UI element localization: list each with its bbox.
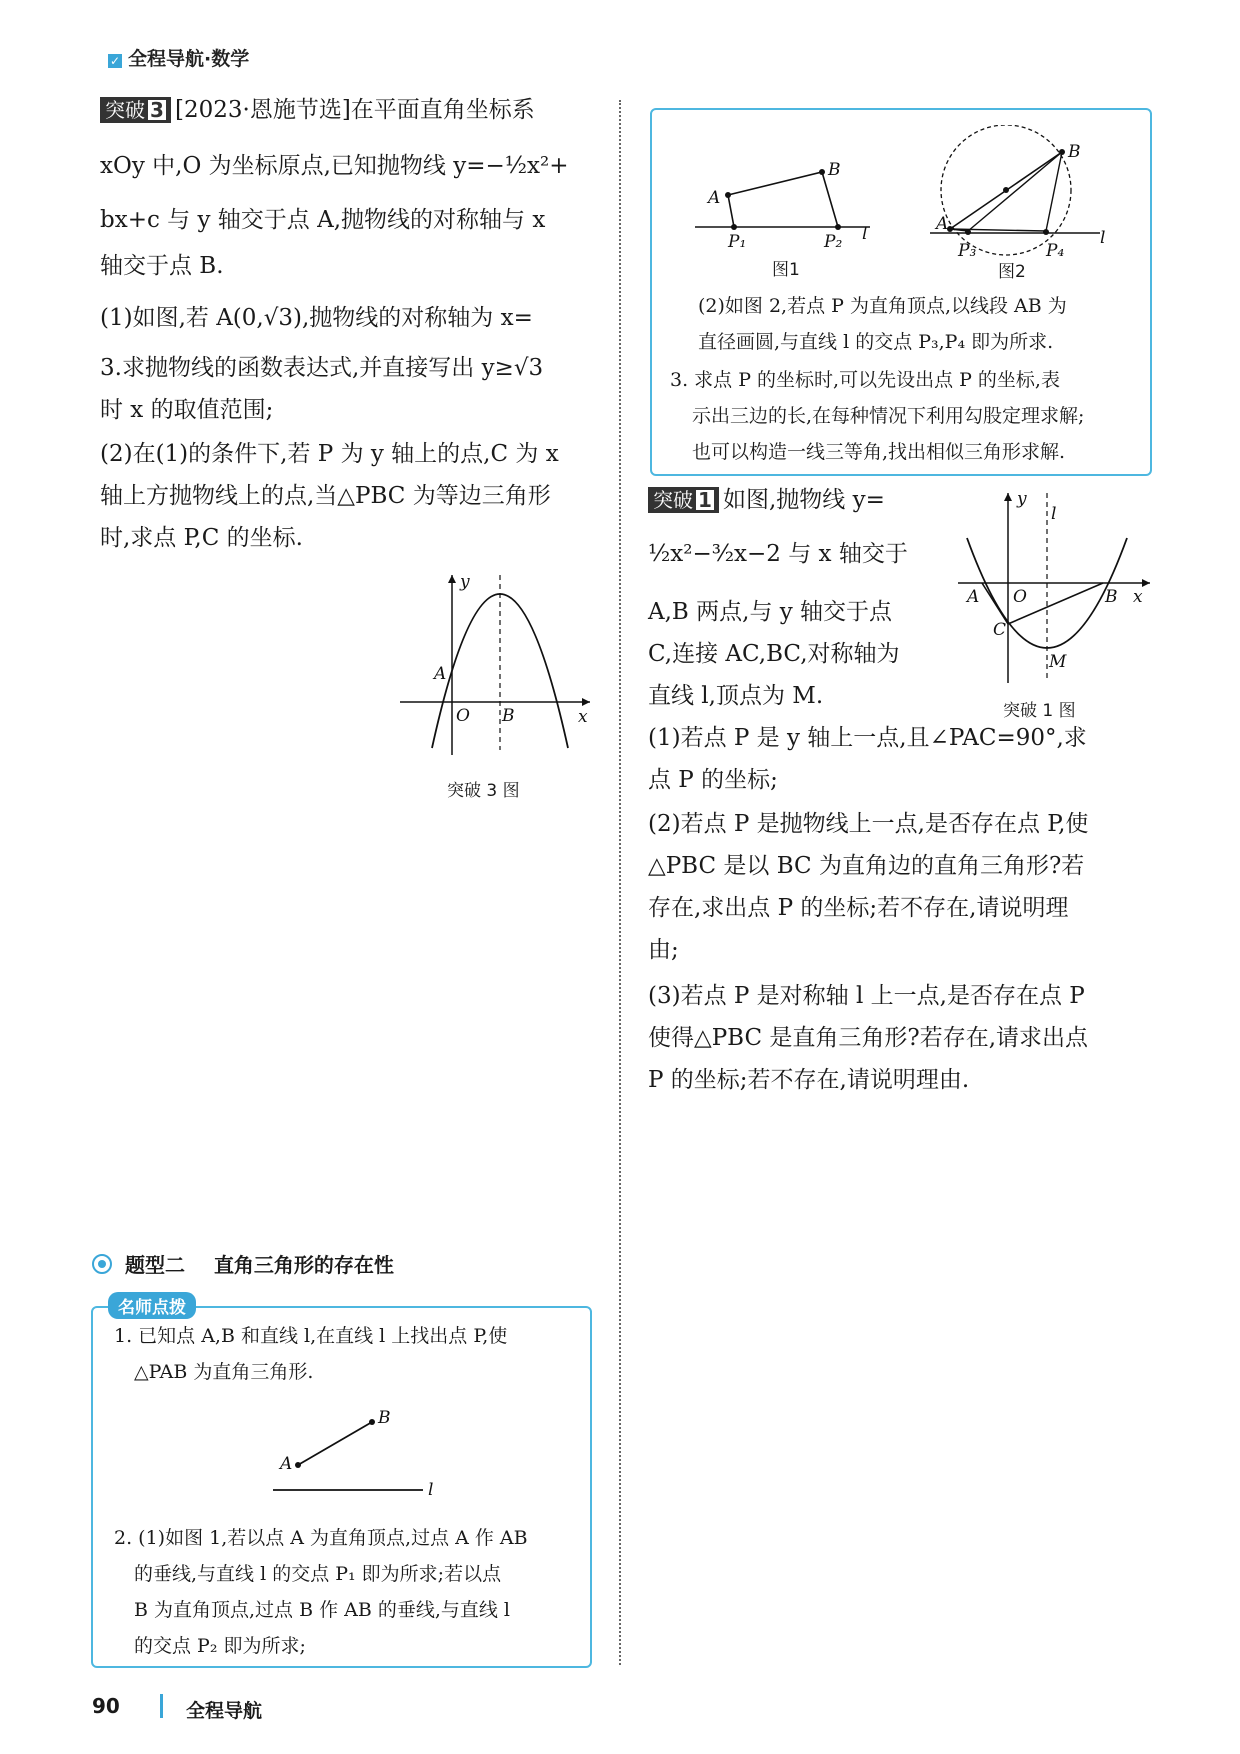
tip-line: 1. 已知点 A,B 和直线 l,在直线 l 上找出点 P,使 <box>114 1325 508 1347</box>
tip-line: △PAB 为直角三角形. <box>134 1361 314 1383</box>
tip-line: 的交点 P₂ 即为所求; <box>134 1635 306 1657</box>
figure-1-problem-caption: 突破 1 图 <box>1003 701 1076 721</box>
tip-box-label: 名师点拨 <box>108 1292 196 1319</box>
question-line: 由; <box>648 937 679 963</box>
point-p1-label: P₁ <box>728 232 747 252</box>
tag-text: 突破 <box>105 98 145 122</box>
problem-tag <box>100 97 171 123</box>
point-a-label: A <box>967 587 980 607</box>
line: 轴交于点 B. <box>100 253 224 279</box>
question-line: (2)若点 P 是抛物线上一点,是否存在点 P,使 <box>648 811 1089 837</box>
tag-number: 3 <box>148 100 166 120</box>
section-label: 题型二 <box>124 1253 185 1277</box>
footer-divider <box>160 1694 163 1718</box>
footer-brand: 全程导航 <box>186 1700 263 1722</box>
y-axis-label: y <box>460 572 470 592</box>
line: A,B 两点,与 y 轴交于点 <box>648 599 893 625</box>
line: (1)如图,若 A(0,√3),抛物线的对称轴为 x= <box>100 305 533 331</box>
figure-2-caption: 图2 <box>998 262 1026 282</box>
line: (2)在(1)的条件下,若 P 为 y 轴上的点,C 为 x <box>100 441 559 467</box>
checkbox-icon: ✓ <box>109 54 121 68</box>
question-line: 存在,求出点 P 的坐标;若不存在,请说明理 <box>648 895 1069 921</box>
question-line: 使得△PBC 是直角三角形?若存在,请求出点 <box>648 1025 1089 1051</box>
problem-line <box>648 478 885 522</box>
line: bx+c 与 y 轴交于点 A,抛物线的对称轴与 x <box>100 207 546 233</box>
line: 时 x 的取值范围; <box>100 397 274 423</box>
method-line: 3. 求点 P 的坐标时,可以先设出点 P 的坐标,表 <box>670 369 1060 391</box>
question-line: △PBC 是以 BC 为直角边的直角三角形?若 <box>648 853 1085 879</box>
segment-line-figure <box>268 1405 448 1505</box>
point-c-label: C <box>993 620 1007 640</box>
line-l-label: l <box>428 1480 434 1500</box>
point-b-label: B <box>502 706 515 726</box>
point-p4-label: P₄ <box>1046 241 1065 261</box>
figure-2 <box>920 125 1130 275</box>
line-l-label: l <box>1100 228 1106 248</box>
page-number: 90 <box>92 1694 120 1718</box>
y-axis-label: y <box>1017 489 1027 509</box>
line: 时,求点 P,C 的坐标. <box>100 525 303 551</box>
problem-line <box>100 88 535 132</box>
point-b-label: B <box>828 160 841 180</box>
line: xOy 中,O 为坐标原点,已知抛物线 y=−½x²+ <box>100 153 569 179</box>
figure-3-caption: 突破 3 图 <box>447 781 520 801</box>
method-line: 也可以构造一线三等角,找出相似三角形求解. <box>692 441 1066 463</box>
tag-number: 1 <box>696 490 714 510</box>
tag-text: 突破 <box>653 488 693 512</box>
method-line: 示出三边的长,在每种情况下利用勾股定理求解; <box>692 405 1085 427</box>
method-line: 直径画圆,与直线 l 的交点 P₃,P₄ 即为所求. <box>698 331 1054 353</box>
point-p3-label: P₃ <box>958 241 977 261</box>
line: 轴上方抛物线上的点,当△PBC 为等边三角形 <box>100 483 551 509</box>
line: C,连接 AC,BC,对称轴为 <box>648 641 900 667</box>
line: 如图,抛物线 y= <box>723 487 885 513</box>
tip-line: 的垂线,与直线 l 的交点 P₁ 即为所求;若以点 <box>134 1563 502 1585</box>
point-b-label: B <box>1068 142 1081 162</box>
point-a-label: A <box>280 1454 293 1474</box>
point-p2-label: P₂ <box>824 232 843 252</box>
point-a-label: A <box>708 188 721 208</box>
question-line: (3)若点 P 是对称轴 l 上一点,是否存在点 P <box>648 983 1085 1009</box>
header-title: 全程导航·数学 <box>128 48 250 70</box>
line: ½x²−³⁄₂x−2 与 x 轴交于 <box>648 541 908 567</box>
problem-tag <box>648 487 719 513</box>
page-header <box>108 44 249 71</box>
parabola-figure-3 <box>390 565 600 760</box>
vertex-m-label: M <box>1049 652 1067 672</box>
section-title: 直角三角形的存在性 <box>213 1253 394 1277</box>
figure-1-caption: 图1 <box>772 260 800 280</box>
bullet-icon <box>92 1254 112 1274</box>
line-l-label: l <box>862 224 868 244</box>
method-line: (2)如图 2,若点 P 为直角顶点,以线段 AB 为 <box>698 295 1067 317</box>
point-a-label: A <box>936 214 949 234</box>
column-divider <box>619 100 621 1665</box>
parabola-figure-1 <box>955 488 1155 688</box>
x-axis-label: x <box>578 707 588 727</box>
line-l-label: l <box>1051 504 1057 524</box>
line: [2023·恩施节选]在平面直角坐标系 <box>175 97 535 123</box>
point-b-label: B <box>1105 587 1118 607</box>
line: 直线 l,顶点为 M. <box>648 683 824 709</box>
tip-line: B 为直角顶点,过点 B 作 AB 的垂线,与直线 l <box>134 1599 511 1621</box>
question-line: 点 P 的坐标; <box>648 767 778 793</box>
point-b-label: B <box>378 1408 391 1428</box>
question-line: P 的坐标;若不存在,请说明理由. <box>648 1067 970 1093</box>
origin-label: O <box>456 706 470 726</box>
point-a-label: A <box>434 664 447 684</box>
section-heading <box>92 1249 394 1278</box>
origin-label: O <box>1013 587 1027 607</box>
question-line: (1)若点 P 是 y 轴上一点,且∠PAC=90°,求 <box>648 725 1087 751</box>
x-axis-label: x <box>1133 587 1143 607</box>
line: 3.求抛物线的函数表达式,并直接写出 y≥√3 <box>100 355 544 381</box>
tip-line: 2. (1)如图 1,若以点 A 为直角顶点,过点 A 作 AB <box>114 1527 528 1549</box>
